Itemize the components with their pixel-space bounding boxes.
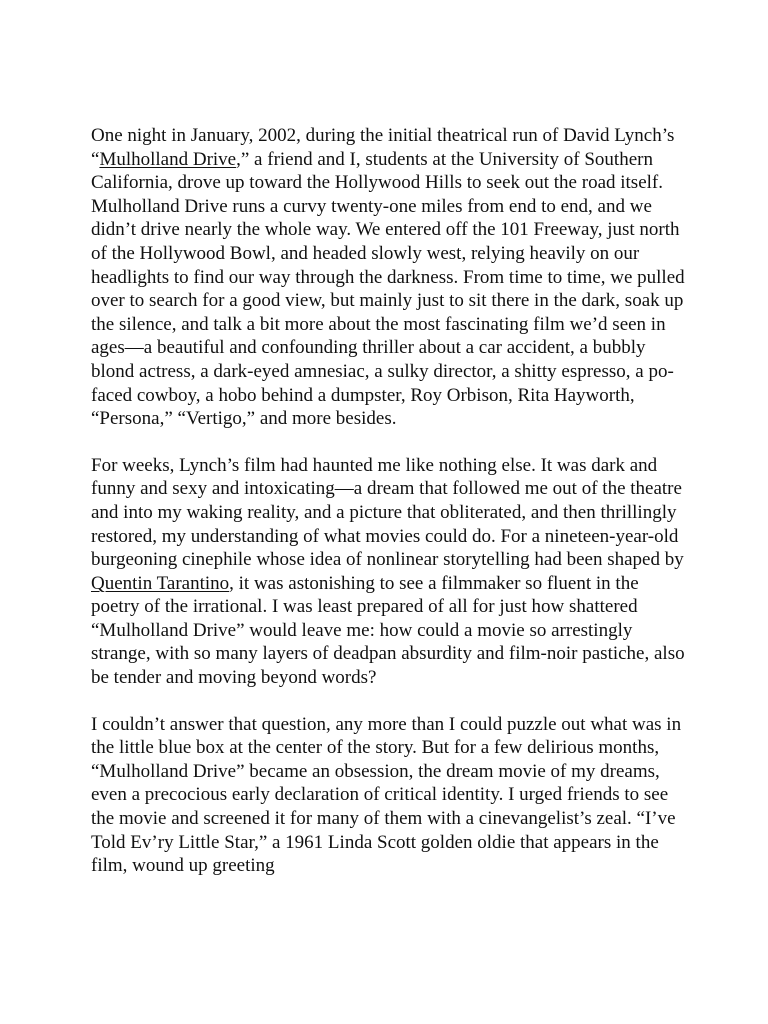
paragraph-2 [91, 454, 687, 690]
mulholland-drive-link[interactable]: Mulholland Drive [99, 148, 237, 170]
paragraph-1 [91, 124, 687, 431]
paragraph-1-text-start: One night in January, 2002, during the initial theatrical run of David Lynch’s “ [91, 125, 675, 170]
paragraph-3 [91, 713, 687, 878]
paragraph-3-text: I couldn’t answer that question, any more than I could puzzle out what was in the little blue box at the center of the story. But for a few delirious months, “Mulholland Drive” became an obsession, the dream movie of my dreams, even a precocious early declaration of critical identity. I urged friends to see the movie and screened it for many of them with a cinevangelist’s zeal. “I’ve Told Ev’ry Little Star,” a 1961 Linda Scott golden oldie that appears in the film, wound up greeting [91, 713, 682, 877]
quentin-tarantino-link[interactable]: Quentin Tarantino [91, 572, 230, 594]
paragraph-1-text-end: ,” a friend and I, students at the University of Southern California, drove up toward the Hollywood Hills to seek out the road itself. Mulholland Drive runs a curvy twenty-one miles from end to end, and we didn’t drive nearly the whole way. We entered off the 101 Freeway, just north of the Hollywood Bowl, and headed slowly west, relying heavily on our headlights to find our way through the darkness. From time to time, we pulled over to search for a good view, but mainly just to sit there in the dark, soak up the silence, and talk a bit more about the most fascinating film we’d seen in ages—a beautiful and confounding thriller about a car accident, a bubbly blond actress, a dark-eyed amnesiac, a sulky director, a shitty espresso, a po-faced cowboy, a hobo behind a dumpster, Roy Orbison, Rita Hayworth, “Persona,” “Vertigo,” and more besides. [91, 148, 685, 430]
paragraph-2-text-end: , it was astonishing to see a filmmaker so fluent in the poetry of the irrational. I was least prepared of all for just how shattered “Mulholland Drive” would leave me: how could a movie so arrestingly strange, with so many layers of deadpan absurdity and film-noir pastiche, also be tender and moving beyond words? [91, 572, 685, 689]
article-body [91, 124, 687, 878]
paragraph-2-text-start: For weeks, Lynch’s film had haunted me like nothing else. It was dark and funny and sexy and intoxicating—a dream that followed me out of the theatre and into my waking reality, and a picture that obliterated, and then thrillingly restored, my understanding of what movies could do. For a nineteen-year-old burgeoning cinephile whose idea of nonlinear storytelling had been shaped by [91, 454, 684, 571]
